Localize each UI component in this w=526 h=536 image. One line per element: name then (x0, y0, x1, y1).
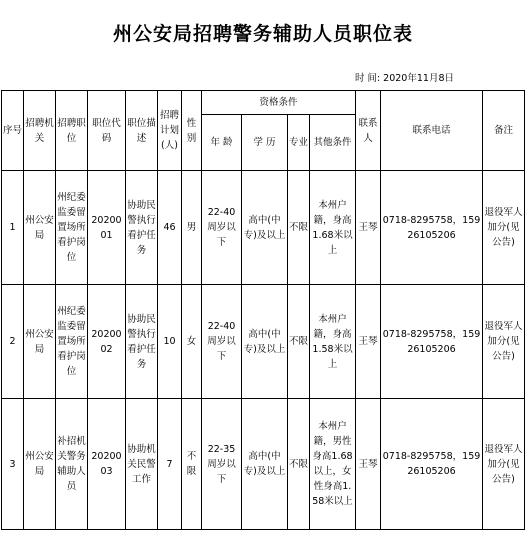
cell-org: 州公安局 (24, 171, 56, 285)
table-row (2, 171, 525, 285)
cell-desc: 协助民警执行看护任务 (126, 171, 158, 285)
cell-other: 本州户籍，身高1.58米以上 (310, 285, 356, 399)
cell-gender: 不限 (182, 399, 202, 530)
cell-other: 本州户籍，身高1.68米以上 (310, 171, 356, 285)
cell-seq: 3 (2, 399, 24, 530)
cell-phone: 0718-8295758，15926105206 (381, 285, 483, 399)
cell-major: 不限 (288, 171, 310, 285)
cell-major: 不限 (288, 399, 310, 530)
cell-plan: 7 (158, 399, 182, 530)
header-edu: 学 历 (242, 115, 288, 171)
cell-code: 2020002 (88, 285, 126, 399)
cell-edu: 高中(中专)及以上 (242, 285, 288, 399)
page-title: 州公安局招聘警务辅助人员职位表 (112, 22, 413, 45)
cell-note: 退役军人加分(见公告) (483, 171, 525, 285)
header-gender: 性别 (182, 91, 202, 171)
header-age: 年 龄 (202, 115, 242, 171)
header-note: 备注 (483, 91, 525, 171)
cell-plan: 46 (158, 171, 182, 285)
cell-code: 2020003 (88, 399, 126, 530)
cell-seq: 2 (2, 285, 24, 399)
header-org: 招聘机关 (24, 91, 56, 171)
cell-code: 2020001 (88, 171, 126, 285)
cell-org: 州公安局 (24, 285, 56, 399)
header-qualifications: 资格条件 (202, 91, 356, 115)
table-row (2, 285, 525, 399)
date-line: 时 间: 2020年11月8日 (354, 73, 454, 84)
cell-age: 22-40周岁以下 (202, 285, 242, 399)
cell-plan: 10 (158, 285, 182, 399)
cell-age: 22-40周岁以下 (202, 171, 242, 285)
cell-note: 退役军人加分(见公告) (483, 399, 525, 530)
cell-note: 退役军人加分(见公告) (483, 285, 525, 399)
header-phone: 联系电话 (381, 91, 483, 171)
header-other: 其他条件 (310, 115, 356, 171)
header-contact: 联系人 (356, 91, 381, 171)
positions-table (1, 90, 525, 530)
cell-desc: 协助机关民警工作 (126, 399, 158, 530)
cell-contact: 王琴 (356, 285, 381, 399)
header-post: 招聘职位 (56, 91, 88, 171)
cell-contact: 王琴 (356, 171, 381, 285)
cell-gender: 男 (182, 171, 202, 285)
cell-gender: 女 (182, 285, 202, 399)
cell-phone: 0718-8295758，15926105206 (381, 171, 483, 285)
header-plan: 招聘计划(人) (158, 91, 182, 171)
cell-desc: 协助民警执行看护任务 (126, 285, 158, 399)
cell-other: 本州户籍，男性身高1.68以上，女性身高1.58米以上 (310, 399, 356, 530)
table-row (2, 399, 525, 530)
header-row-1 (2, 91, 525, 115)
cell-age: 22-35周岁以下 (202, 399, 242, 530)
cell-edu: 高中(中专)及以上 (242, 171, 288, 285)
cell-post: 州纪委监委留置场所看护岗位 (56, 285, 88, 399)
cell-phone: 0718-8295758，15926105206 (381, 399, 483, 530)
cell-post: 补招机关警务辅助人员 (56, 399, 88, 530)
cell-edu: 高中(中专)及以上 (242, 399, 288, 530)
header-major: 专业 (288, 115, 310, 171)
header-code: 职位代码 (88, 91, 126, 171)
cell-contact: 王琴 (356, 399, 381, 530)
header-seq: 序号 (2, 91, 24, 171)
cell-seq: 1 (2, 171, 24, 285)
cell-post: 州纪委监委留置场所看护岗位 (56, 171, 88, 285)
header-desc: 职位描述 (126, 91, 158, 171)
cell-org: 州公安局 (24, 399, 56, 530)
cell-major: 不限 (288, 285, 310, 399)
